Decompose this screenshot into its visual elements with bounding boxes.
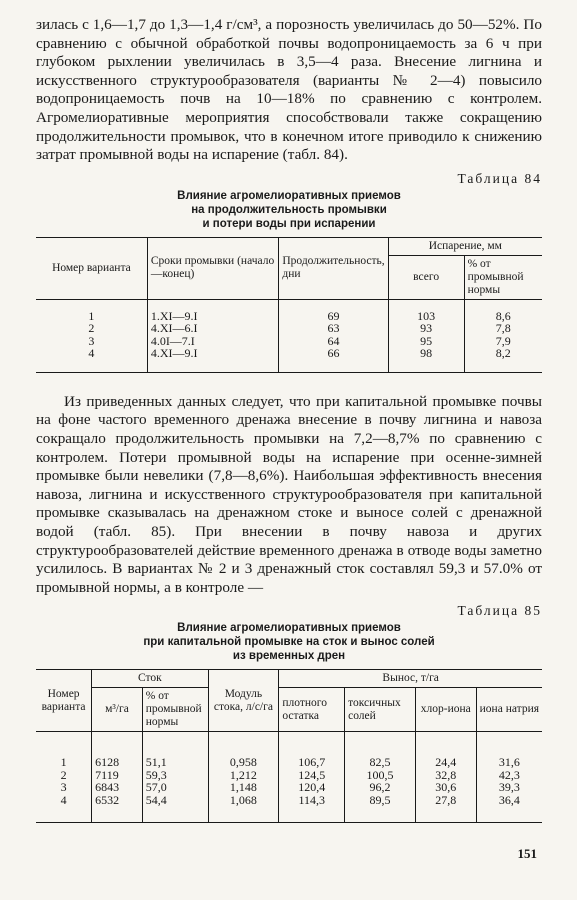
cell-percent: 8,6	[495, 308, 511, 323]
header-dates: Сроки промывки (начало—конец)	[147, 237, 279, 299]
header-duration: Продолжительность, дни	[279, 237, 388, 299]
cell-duration: 63	[279, 322, 388, 335]
header-modulus: Модуль стока, л/с/га	[208, 670, 279, 732]
cell-dates: 1.XI—9.I	[147, 299, 279, 322]
cell-duration: 66	[279, 347, 388, 372]
cell-percent: 8,2	[464, 347, 542, 372]
cell-modulus: 1,212	[208, 769, 279, 782]
table-row	[36, 299, 542, 322]
header-removal: Вынос, т/га	[279, 670, 542, 688]
cell-dense-residue: 124,5	[279, 769, 345, 782]
cell-percent: 7,9	[495, 333, 511, 348]
cell-dense-residue: 120,4	[279, 781, 345, 794]
cell-duration: 64	[279, 335, 388, 348]
table-85-title-line-1: Влияние агромелиоративных приемов	[177, 622, 401, 635]
cell-percent: 59,3	[142, 769, 208, 782]
cell-chlorine-ion: 30,6	[415, 781, 476, 794]
cell-toxic-salts: 89,5	[345, 794, 416, 823]
cell-variant: 3	[36, 335, 147, 348]
cell-variant: 2	[36, 769, 92, 782]
header-percent: % от промывной нормы	[142, 688, 208, 732]
cell-sodium-ion: 31,6	[498, 755, 520, 770]
page	[36, 16, 542, 823]
table-84	[36, 237, 542, 373]
header-sodium-ion: иона натрия	[476, 688, 542, 732]
table-85	[36, 669, 542, 823]
table-row	[36, 322, 542, 335]
header-variant: Номер варианта	[36, 670, 92, 732]
cell-duration: 69	[279, 299, 388, 322]
table-85-title-line-2: при капитальной промывке на сток и вынос солей	[143, 636, 435, 649]
cell-dates: 4.0I—7.I	[147, 335, 279, 348]
cell-m3ha: 6843	[92, 781, 143, 794]
cell-m3ha: 7119	[92, 769, 143, 782]
header-variant: Номер варианта	[36, 237, 147, 299]
header-percent: % от промывной нормы	[464, 255, 542, 299]
cell-m3ha: 6128	[92, 732, 143, 769]
table-row	[36, 794, 542, 823]
cell-total: 95	[388, 335, 464, 348]
table-85-label: Таблица 85	[457, 603, 542, 619]
paragraph-1: зилась с 1,6—1,7 до 1,3—1,4 г/см³, а порозность увеличилась до 50—52%. По сравнению с обычной обработкой почвы водопроницаемость за 6 ч при глубоком рыхлении увеличилась в 3,5—4 раза. Внесение лигнина и искусственного структурообразователя (варианты № 2—4) повысило водопроницаемость почв на 10—18% по сравнению с контролем. Агромелиоративные мероприятия способствовали также сокращению продолжительности промывок, что в конечном итоге приводило к снижению затрат промывной воды на испарение (табл. 84).	[36, 16, 542, 164]
paragraph-2: Из приведенных данных следует, что при капитальной промывке почвы на фоне частого временного дренажа внесение в почву лигнина и навоза сокращало продолжительность промывки на 7,2—8,7% по сравнению с контролем. Потери промывной воды на испарение при осенне-зимней промывке были невелики (7,8—8,6%). Наибольшая эффективность внесения навоза, лигнина и искусственного структурообразователя при капитальной промывке сказывалась на дренажном стоке и выносе солей с дренажной водой (табл. 85). При внесении в почву навоза и других структурообразователей действие временного дренажа в отводе воды заметно усилилось. В вариантах № 2 и 3 дренажный сток составлял 59,3 и 57.0% от промывной нормы, а в контроле —	[36, 392, 542, 596]
cell-percent: 57,0	[142, 781, 208, 794]
cell-chlorine-ion: 24,4	[415, 732, 476, 769]
header-evaporation: Испарение, мм	[388, 237, 542, 255]
cell-variant: 4	[36, 347, 147, 372]
cell-sodium-ion: 36,4	[476, 794, 542, 823]
header-total: всего	[388, 255, 464, 299]
cell-variant: 4	[36, 794, 92, 823]
cell-percent: 7,8	[495, 321, 511, 336]
cell-sodium-ion: 42,3	[498, 767, 520, 782]
table-row	[36, 781, 542, 794]
table-85-title-line-3: из временных дрен	[232, 650, 346, 663]
table-84-title-line-3: и потери воды при испарении	[202, 217, 376, 230]
table-84-title	[36, 189, 542, 231]
cell-dates: 4.XI—6.I	[147, 322, 279, 335]
table-84-title-line-1: Влияние агромелиоративных приемов	[177, 189, 401, 202]
cell-chlorine-ion: 27,8	[415, 794, 476, 823]
cell-modulus: 0,958	[208, 732, 279, 769]
cell-chlorine-ion: 32,8	[415, 769, 476, 782]
table-row	[36, 335, 542, 348]
cell-modulus: 1,148	[208, 781, 279, 794]
cell-sodium-ion: 39,3	[498, 780, 520, 795]
cell-variant: 3	[36, 781, 92, 794]
cell-total: 98	[388, 347, 464, 372]
table-84-title-line-2: на продолжительность промывки	[191, 203, 387, 216]
cell-variant: 1	[36, 299, 147, 322]
table-85-title	[36, 621, 542, 663]
cell-toxic-salts: 96,2	[345, 781, 416, 794]
cell-m3ha: 6532	[92, 794, 143, 823]
cell-toxic-salts: 100,5	[345, 769, 416, 782]
cell-total: 93	[388, 322, 464, 335]
header-toxic-salts: токсичных солей	[345, 688, 416, 732]
header-runoff: Сток	[92, 670, 208, 688]
table-84-label: Таблица 84	[457, 170, 542, 186]
cell-dense-residue: 114,3	[279, 794, 345, 823]
cell-modulus: 1,068	[208, 794, 279, 823]
table-row	[36, 347, 542, 372]
header-dense-residue: плотного остатка	[279, 688, 345, 732]
cell-percent: 51,1	[142, 732, 208, 769]
page-number: 151	[517, 846, 537, 861]
cell-dates: 4.XI—9.I	[147, 347, 279, 372]
header-chlorine-ion: хлор-иона	[415, 688, 476, 732]
cell-variant: 2	[36, 322, 147, 335]
cell-total: 103	[388, 299, 464, 322]
cell-toxic-salts: 82,5	[345, 732, 416, 769]
cell-percent: 54,4	[142, 794, 208, 823]
cell-dense-residue: 106,7	[279, 732, 345, 769]
table-row	[36, 732, 542, 769]
cell-variant: 1	[36, 732, 92, 769]
header-m3ha: м³/га	[92, 688, 143, 732]
